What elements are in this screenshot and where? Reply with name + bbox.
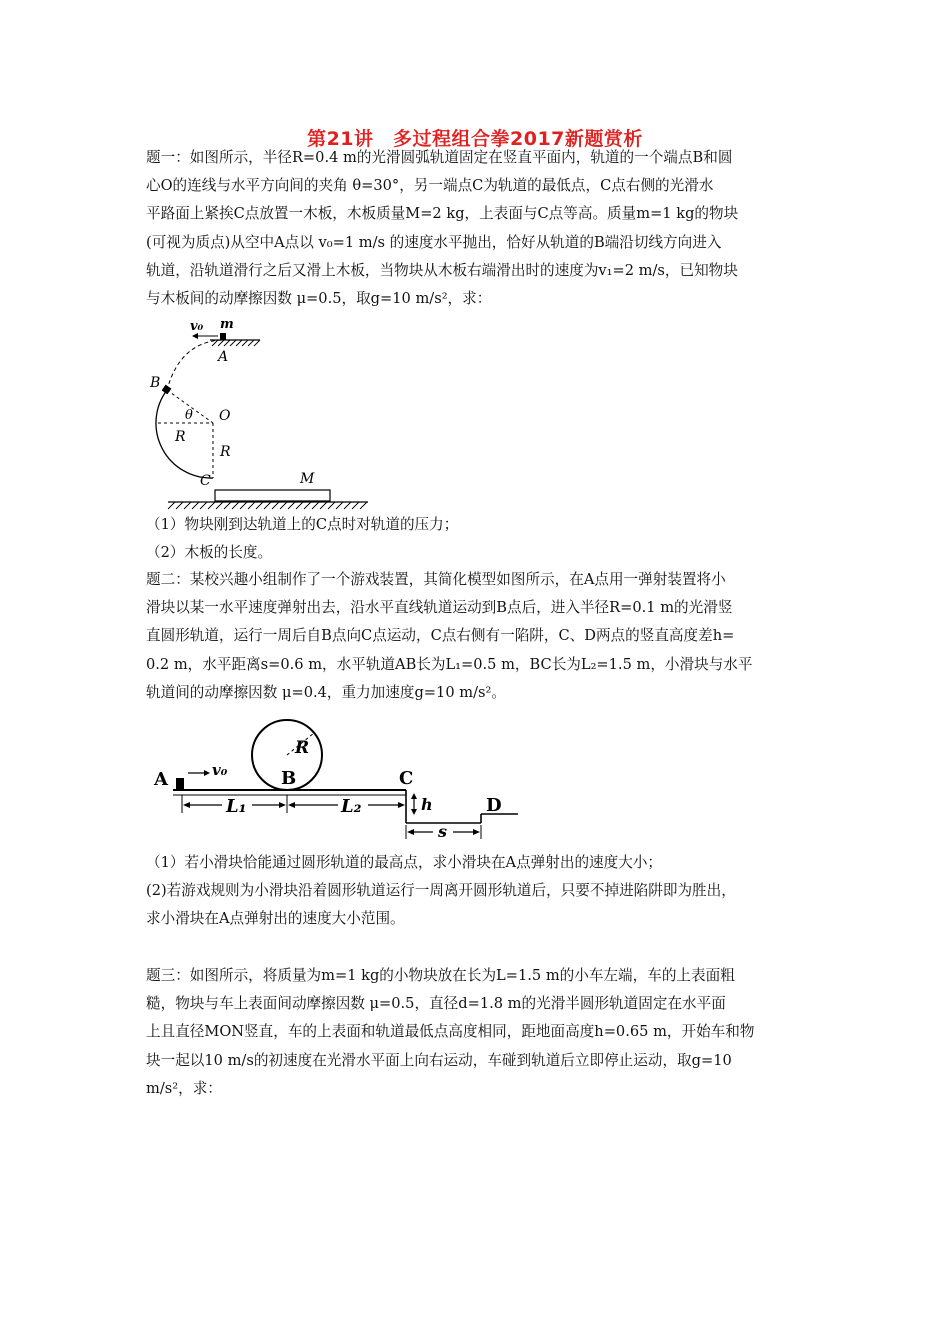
arrowhead-icon	[204, 770, 210, 776]
text-line: 心O的连线与水平方向间的夹角 θ=30°，另一端点C为轨道的最低点，C点右侧的光滑水	[146, 177, 714, 195]
problem1-question-2: （2）木板的长度。	[146, 544, 273, 561]
label-s: s	[438, 822, 448, 841]
problem1-question-1: （1）物块刚到达轨道上的C点时对轨道的压力；	[146, 516, 459, 533]
projectile-path	[167, 340, 222, 390]
text-line: 糙，物块与车上表面间动摩擦因数 μ=0.5，直径d=1.8 m的光滑半圆形轨道固定在水平面	[146, 995, 726, 1013]
label-M: M	[300, 471, 315, 487]
label-B: B	[281, 768, 297, 789]
arrowhead-icon	[279, 802, 286, 808]
block-m	[220, 333, 226, 340]
text-line: 题一：如图所示，半径R=0.4 m的光滑圆弧轨道固定在竖直平面内，轨道的一个端点B和圆	[146, 149, 733, 166]
label-L1: L₁	[226, 796, 247, 817]
text-line: 0.2 m，水平距离s=0.6 m，水平轨道AB长为L₁=0.5 m，BC长为L₂=1.5 m，小滑块与水平	[146, 655, 753, 673]
text-line: 块一起以10 m/s的初速度在光滑水平面上向右运动，车碰到轨道后立即停止运动，取g=10	[146, 1051, 732, 1069]
label-v0: v₀	[190, 319, 204, 334]
label-B: B	[150, 375, 161, 391]
text-line: m/s²，求：	[146, 1079, 222, 1097]
arrowhead-icon	[407, 829, 414, 835]
point-B-marker	[162, 385, 172, 395]
label-R: R	[295, 738, 310, 758]
label-L2: L₂	[341, 796, 362, 817]
text-line: 平路面上紧挨C点放置一木板，木板质量M=2 kg，上表面与C点等高。质量m=1 kg的物块	[146, 205, 739, 223]
problem1-figure	[140, 312, 380, 517]
arrowhead-icon	[411, 793, 417, 799]
label-R-vertical: R	[220, 444, 231, 460]
label-O: O	[219, 408, 231, 424]
problem2-text	[146, 566, 810, 707]
text-line: (可视为质点)从空中A点以 v₀=1 m/s 的速度水平抛出，恰好从轨道的B端沿切线方向进入	[146, 233, 722, 251]
arrowhead-icon	[411, 809, 417, 815]
label-C: C	[200, 473, 211, 489]
arrowhead-icon	[473, 829, 480, 835]
problem3-text	[146, 962, 810, 1103]
label-R-horizontal: R	[175, 429, 186, 445]
label-theta: θ	[185, 408, 193, 423]
problem2-question-2-cont: 求小滑块在A点弹射出的速度大小范围。	[146, 910, 405, 927]
label-h: h	[421, 795, 433, 814]
problem2-question-1: （1）若小滑块恰能通过圆形轨道的最高点，求小滑块在A点弹射出的速度大小；	[146, 854, 663, 871]
arrowhead-icon	[398, 802, 405, 808]
problem2-question-2: (2)若游戏规则为小滑块沿着圆形轨道运行一周离开圆形轨道后，只要不掉进陷阱即为胜出，	[146, 882, 736, 899]
label-m: m	[220, 317, 234, 332]
text-line: 滑块以某一水平速度弹射出去，沿水平直线轨道运动到B点后，进入半径R=0.1 m的光滑竖	[146, 599, 733, 617]
label-C: C	[399, 768, 414, 789]
ledge-hatch	[212, 340, 260, 346]
problem1-text	[146, 144, 810, 313]
board-M	[215, 490, 330, 501]
text-line: 直圆形轨道，运行一周后自B点向C点运动，C点右侧有一陷阱，C、D两点的竖直高度差h=	[146, 627, 735, 645]
text-line: 上且直径MON竖直，车的上表面和轨道最低点高度相同，距地面高度h=0.65 m，开始车和物	[146, 1023, 755, 1041]
text-line: 轨道间的动摩擦因数 μ=0.4，重力加速度g=10 m/s²。	[146, 683, 506, 701]
slider-block	[176, 778, 184, 790]
label-A: A	[218, 349, 229, 365]
label-D: D	[486, 795, 502, 816]
arrowhead-icon	[288, 802, 295, 808]
text-line: 轨道，沿轨道滑行之后又滑上木板，当物块从木板右端滑出时的速度为v₁=2 m/s，已知物块	[146, 261, 738, 279]
text-line: 题三：如图所示，将质量为m=1 kg的小物块放在长为L=1.5 m的小车左端，车的上表面粗	[146, 967, 735, 984]
arrowhead-icon	[183, 802, 190, 808]
ground-hatch	[168, 502, 367, 509]
label-A: A	[154, 769, 168, 790]
text-line: 与木板间的动摩擦因数 μ=0.5，取g=10 m/s²，求：	[146, 290, 492, 308]
problem2-figure	[148, 715, 528, 850]
label-v0: v₀	[212, 761, 228, 779]
page-title: 第21讲 多过程组合拳2017新题赏析	[307, 128, 643, 150]
text-line: 题二：某校兴趣小组制作了一个游戏装置，其简化模型如图所示，在A点用一弹射装置将小	[146, 571, 726, 588]
